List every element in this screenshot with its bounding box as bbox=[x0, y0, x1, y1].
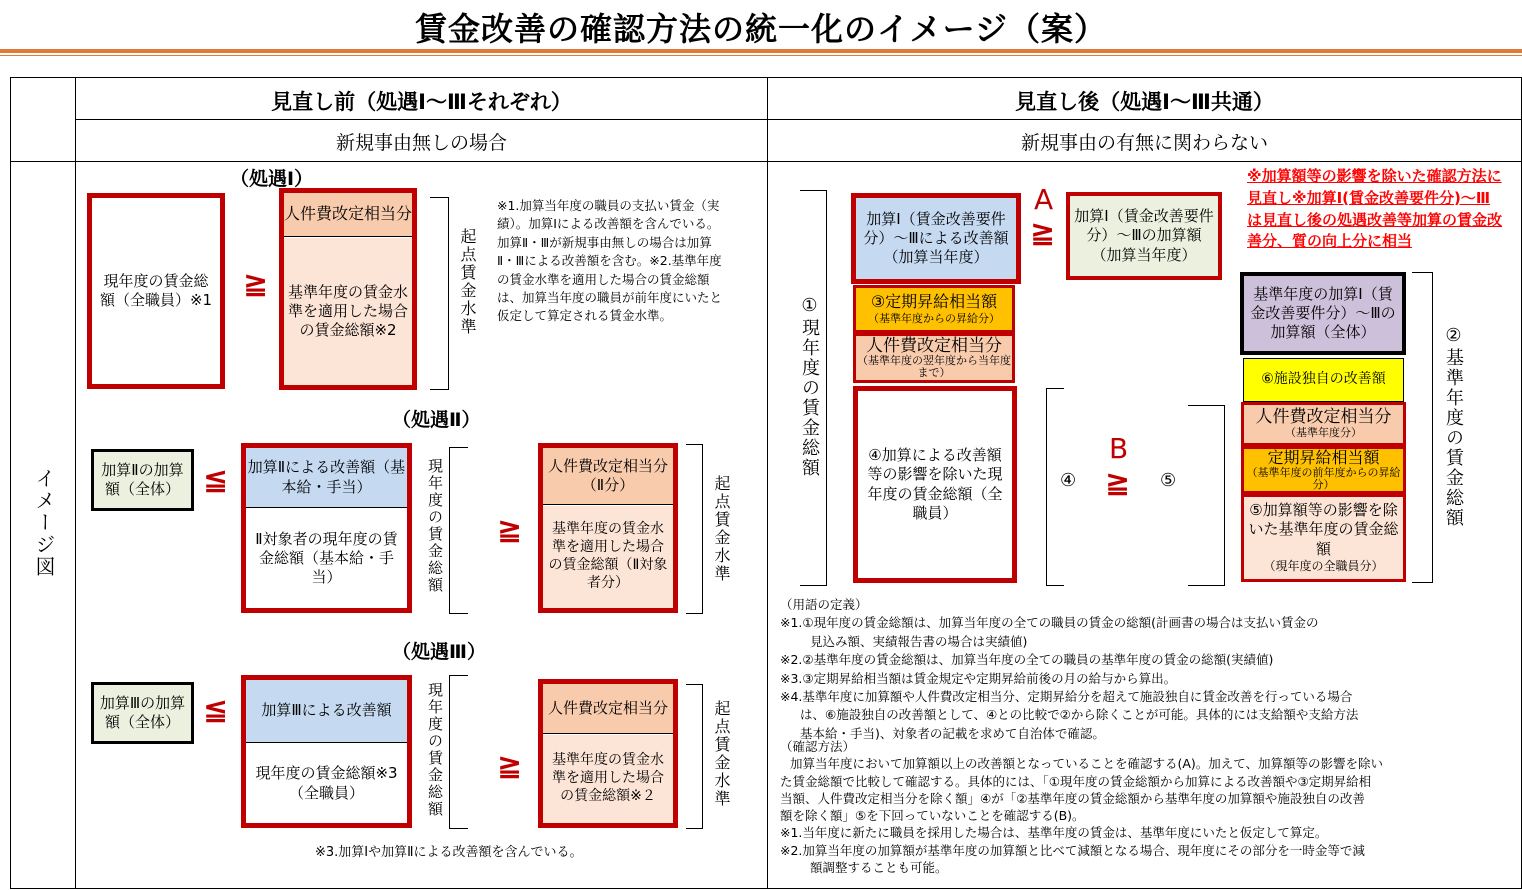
terms-line-1: ※1.①現年度の賃金総額は、加算当年度の全ての職員の賃金の総額(計画書の場合は支払い賃金の bbox=[780, 615, 1319, 631]
after-bracket-5-bottom bbox=[1188, 585, 1225, 586]
s3-right-bracket-label: 起点賃金水準 bbox=[712, 700, 731, 808]
s1-bracket bbox=[448, 197, 449, 389]
after-right-bracket-bottom bbox=[1412, 582, 1433, 583]
after-right-bracket bbox=[1432, 272, 1433, 582]
s3-mid-bracket bbox=[449, 675, 450, 828]
after-box-pc2 bbox=[1241, 402, 1406, 446]
after-subheader: 新規事由の有無に関わらない bbox=[1020, 132, 1268, 154]
s3-op2: ≧ bbox=[497, 748, 523, 783]
s3-right-bracket bbox=[702, 684, 703, 828]
check-block bbox=[780, 738, 1505, 876]
s3-mid-top: 加算Ⅲによる改善額 bbox=[246, 680, 407, 743]
s1-note: ※1.加算当年度の職員の支払い賃金（実績）。加算Ⅰによる改善額を含んでいる。加算Ⅱ・Ⅲが新規事由無しの場合は加算Ⅱ・Ⅲによる改善額を含む。※2.基準年度の賃金水準を適用した場合の賃金総額は、加算当年度の職員が前年度にいたと仮定して算定される賃金水準。 bbox=[497, 198, 723, 324]
s2-mid-bracket bbox=[449, 447, 450, 613]
s3-mid-bracket-label: 現年度の賃金総額 bbox=[426, 682, 444, 818]
after-op-a: ≧ bbox=[1030, 215, 1056, 250]
s3-right-bottom: 基準年度の賃金水準を適用した場合の賃金総額※２ bbox=[543, 735, 673, 823]
check-line-5: ※1.当年度に新たに職員を採用した場合は、基準年度の賃金は、基準年度にいたと仮定して算定。 bbox=[780, 825, 1328, 841]
after-right-bracket-top bbox=[1412, 272, 1433, 273]
check-line-2: た賃金総額で比較して確認する。具体的には、「①現年度の賃金総額から加算による改善額や③定期昇給相 bbox=[780, 773, 1372, 789]
after-bracket-4-bottom bbox=[1046, 585, 1064, 586]
after-right-bracket-label: ②基準年度の賃金総額 bbox=[1443, 325, 1464, 528]
after-box-pc-sub: （基準年度の翌年度から当年度まで） bbox=[857, 354, 1011, 380]
after-label-b: B bbox=[1109, 432, 1129, 465]
s3-mid-bracket-bottom bbox=[449, 828, 468, 829]
check-title: （確認方法） bbox=[780, 739, 856, 754]
check-line-7: 額調整することも可能。 bbox=[810, 859, 948, 875]
terms-line-7: 基本給・手当)、対象者の記載を求めて自治体で確認。 bbox=[800, 725, 1105, 741]
after-box-teiki-title: 定期昇給相当額 bbox=[1267, 448, 1380, 468]
side-label: イメージ図 bbox=[32, 468, 56, 578]
row-divider-2 bbox=[10, 161, 1522, 162]
title-rule-thin bbox=[0, 55, 1522, 56]
after-box-5-sub: （現年度の全職員分） bbox=[1263, 559, 1384, 574]
terms-block bbox=[780, 596, 1505, 743]
after-box-a: 加算Ⅰ（賃金改善要件分）～Ⅲによる改善額（加算当年度） bbox=[851, 193, 1021, 284]
after-box-5 bbox=[1241, 494, 1406, 582]
check-line-4: 額を除く額」⑤を下回っていないことを確認する(B)。 bbox=[780, 808, 1085, 823]
after-num5: ⑤ bbox=[1160, 470, 1177, 491]
after-left-bracket-label: ①現年度の賃金総額 bbox=[799, 295, 820, 478]
after-box-3-sub: （基準年度からの昇給分） bbox=[868, 312, 1000, 326]
after-box-pc2-title: 人件費改定相当分 bbox=[1255, 406, 1392, 427]
after-op-b: ≧ bbox=[1105, 465, 1131, 500]
after-red-note: ※加算額等の影響を除いた確認方法に見直し※加算Ⅰ(賃金改善要件分)～Ⅲは見直し後の処遇改善等加算の賃金改善分、質の向上分に相当 bbox=[1247, 167, 1503, 251]
after-box-teiki-sub: （基準年度の前年度からの昇給分） bbox=[1246, 465, 1401, 491]
s2-mid-bracket-label: 現年度の賃金総額 bbox=[426, 458, 444, 594]
terms-line-4: ※3.③定期昇給相当額は賃金規定や定期昇給前後の月の給与から算出。 bbox=[780, 670, 1177, 686]
title-rule bbox=[0, 49, 1522, 53]
s2-left-box: 加算Ⅱの加算額（全体） bbox=[91, 449, 194, 511]
s3-right-bracket-bottom bbox=[686, 828, 703, 829]
s3-mid-bottom: 現年度の賃金総額※3（全職員） bbox=[255, 764, 398, 802]
s3-mid-bracket-top bbox=[449, 675, 468, 676]
after-box-teiki bbox=[1241, 446, 1406, 494]
check-line-3: 当額、人件費改定相当分を除く額」④が「②基準年度の賃金総額から基準年度の加算額や施設独自の改善 bbox=[780, 790, 1365, 806]
after-label-a: A bbox=[1034, 183, 1054, 216]
terms-title: （用語の定義） bbox=[780, 597, 868, 612]
s2-right-top: 人件費改定相当分（Ⅱ分） bbox=[543, 448, 673, 505]
s2-right-bracket-bottom bbox=[686, 613, 703, 614]
after-box-kijun: 基準年度の加算Ⅰ（賃金改善要件分）～Ⅲの加算額（全体） bbox=[1240, 272, 1406, 355]
terms-line-2: 見込み額、実績報告書の場合は実績値) bbox=[810, 633, 1028, 649]
s3-right-bracket-top bbox=[686, 684, 703, 685]
s1-bracket-top bbox=[430, 197, 449, 198]
s1-op: ≧ bbox=[243, 266, 269, 301]
after-bracket-5 bbox=[1224, 405, 1225, 585]
after-header: 見直し後（処遇Ⅰ～Ⅲ共通） bbox=[1015, 90, 1274, 114]
page-title: 賃金改善の確認方法の統一化のイメージ（案） bbox=[414, 10, 1108, 48]
s2-op2: ≧ bbox=[497, 512, 523, 547]
after-left-bracket bbox=[826, 190, 827, 585]
after-bracket-4 bbox=[1046, 388, 1047, 585]
s3-right-top: 人件費改定相当分 bbox=[543, 684, 673, 734]
s3-note: ※3.加算Ⅰや加算Ⅱによる改善額を含んでいる。 bbox=[315, 845, 583, 860]
section2-label: （処遇Ⅱ） bbox=[392, 409, 481, 431]
s2-right-bracket bbox=[702, 444, 703, 613]
terms-line-5: ※4.基準年度に加算額や人件費改定相当分、定期昇給分を超えて施設独自に賃金改善を行っている場合 bbox=[780, 688, 1353, 704]
check-line-1: 加算当年度において加算額以上の改善額となっていることを確認する(A)。加えて、加算額等の影響を除い bbox=[790, 756, 1384, 772]
after-box-a2: 加算Ⅰ（賃金改善要件分）～Ⅲの加算額（加算当年度） bbox=[1066, 192, 1222, 280]
before-subheader: 新規事由無しの場合 bbox=[335, 132, 507, 154]
s1-left-box: 現年度の賃金総額（全職員）※1 bbox=[87, 193, 225, 389]
after-box-6: ⑥施設独自の改善額 bbox=[1243, 358, 1404, 402]
after-box-3 bbox=[853, 285, 1015, 333]
s2-op1: ≦ bbox=[203, 462, 229, 497]
after-box-pc2-sub: （基準年度分） bbox=[1285, 426, 1362, 440]
s2-mid-bracket-bottom bbox=[449, 613, 468, 614]
col-divider-mid bbox=[767, 77, 768, 889]
terms-line-6: は、⑥施設独自の改善額として、④との比較で②から除くことが可能。具体的には支給額や支給方法 bbox=[800, 707, 1359, 723]
after-box-5-title: ⑤加算額等の影響を除いた基準年度の賃金総額 bbox=[1248, 500, 1399, 558]
s1-bracket-label: 起点賃金水準 bbox=[458, 228, 477, 336]
s1-right-top: 人件費改定相当分 bbox=[284, 193, 412, 237]
after-box-pc bbox=[853, 333, 1015, 383]
after-bracket-5-top bbox=[1188, 405, 1225, 406]
col-divider-left bbox=[75, 77, 76, 889]
terms-line-3: ※2.②基準年度の賃金総額は、加算当年度の全ての職員の基準年度の賃金の総額(実績値) bbox=[780, 652, 1274, 668]
before-header: 見直し前（処遇Ⅰ～Ⅲそれぞれ） bbox=[271, 90, 572, 114]
s2-right-bracket-top bbox=[686, 444, 703, 445]
s3-left-box: 加算Ⅲの加算額（全体） bbox=[91, 682, 194, 744]
after-left-bracket-top bbox=[800, 190, 827, 191]
s1-bracket-bottom bbox=[430, 389, 449, 390]
s2-right-bottom: 基準年度の賃金水準を適用した場合の賃金総額（Ⅱ対象者分） bbox=[543, 506, 673, 608]
row-divider-1 bbox=[75, 119, 1522, 120]
s2-mid-bottom: Ⅱ対象者の現年度の賃金総額（基本給・手当） bbox=[255, 529, 398, 587]
s3-op1: ≦ bbox=[203, 692, 229, 727]
s1-right-bottom: 基準年度の賃金水準を適用した場合の賃金総額※2 bbox=[284, 238, 412, 385]
after-box-4: ④加算による改善額等の影響を除いた現年度の賃金総額（全職員） bbox=[853, 386, 1017, 583]
after-num4: ④ bbox=[1060, 470, 1077, 491]
check-line-6: ※2.加算当年度の加算額が基準年度の加算額と比べて減額となる場合、現年度にその部分を一時金等で減 bbox=[780, 842, 1365, 858]
s2-right-bracket-label: 起点賃金水準 bbox=[712, 475, 731, 583]
after-bracket-4-top bbox=[1046, 388, 1064, 389]
section3-label: （処遇Ⅲ） bbox=[392, 641, 486, 663]
s2-mid-bracket-top bbox=[449, 447, 468, 448]
s2-mid-top: 加算Ⅱによる改善額（基本給・手当） bbox=[246, 448, 407, 508]
after-box-pc-title: 人件費改定相当分 bbox=[866, 335, 1002, 356]
after-box-3-title: ③定期昇給相当額 bbox=[870, 291, 998, 311]
after-left-bracket-bottom bbox=[800, 585, 827, 586]
section1-label: （処遇Ⅰ） bbox=[230, 168, 314, 190]
